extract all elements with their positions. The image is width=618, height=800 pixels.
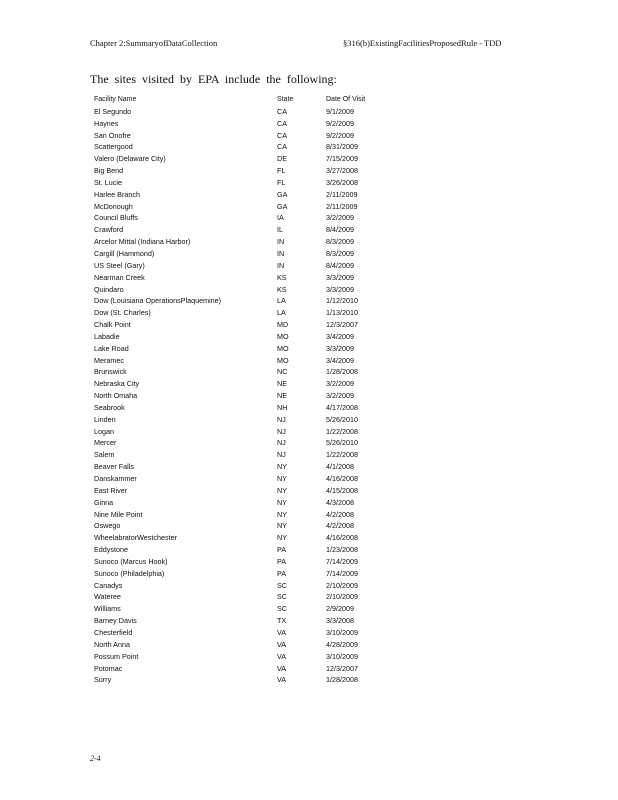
table-row xyxy=(94,141,394,153)
date-cell: 8/3/2009 xyxy=(326,237,354,247)
state-cell: MD xyxy=(277,320,289,330)
table-row xyxy=(94,615,394,627)
facility-cell: Nine Mile Point xyxy=(94,509,143,519)
date-cell: 5/26/2010 xyxy=(326,438,358,448)
state-cell: FL xyxy=(277,166,286,176)
state-cell: CA xyxy=(277,130,287,140)
state-cell: NH xyxy=(277,402,288,412)
facility-cell: Quindaro xyxy=(94,284,124,294)
state-cell: NJ xyxy=(277,450,286,460)
column-header-facility: Facility Name xyxy=(94,96,137,103)
facility-cell: Nebraska City xyxy=(94,379,140,389)
facility-cell: North Omaha xyxy=(94,391,138,401)
state-cell: NE xyxy=(277,391,287,401)
table-row xyxy=(94,390,394,402)
table-row xyxy=(94,485,394,497)
state-cell: KS xyxy=(277,272,287,282)
facility-cell: Scattergood xyxy=(94,142,133,152)
state-cell: VA xyxy=(277,639,287,649)
facility-cell: Eddystone xyxy=(94,545,128,555)
date-cell: 12/3/2007 xyxy=(326,320,358,330)
facility-cell: Sunoco (Philadelphia) xyxy=(94,568,165,578)
table-row xyxy=(94,284,394,296)
state-cell: VA xyxy=(277,627,287,637)
date-cell: 1/28/2008 xyxy=(326,675,358,685)
facility-cell: Meramec xyxy=(94,355,124,365)
sites-table xyxy=(94,94,394,686)
date-cell: 4/3/2008 xyxy=(326,497,354,507)
table-row xyxy=(94,248,394,260)
facility-cell: San Onofre xyxy=(94,130,131,140)
state-cell: NY xyxy=(277,497,287,507)
table-row xyxy=(94,651,394,663)
facility-cell: Dow (St. Charles) xyxy=(94,308,151,318)
facility-cell: Barney Davis xyxy=(94,616,137,626)
date-cell: 9/1/2009 xyxy=(326,106,354,116)
date-cell: 4/16/2008 xyxy=(326,474,358,483)
date-cell: 3/3/2009 xyxy=(326,284,354,294)
facility-cell: North Anna xyxy=(94,639,130,649)
state-cell: NE xyxy=(277,379,287,389)
state-cell: NC xyxy=(277,367,288,377)
state-cell: IN xyxy=(277,248,285,258)
state-cell: PA xyxy=(277,568,287,578)
date-cell: 3/2/2009 xyxy=(326,391,354,401)
facility-cell: Lake Road xyxy=(94,343,129,353)
table-body xyxy=(94,106,394,686)
state-cell: LA xyxy=(277,308,286,318)
date-cell: 12/3/2007 xyxy=(326,663,358,673)
date-cell: 1/12/2010 xyxy=(326,296,358,306)
state-cell: DE xyxy=(277,154,287,164)
facility-cell: Cargill (Hammond) xyxy=(94,248,155,258)
facility-cell: Danskammer xyxy=(94,474,137,483)
table-row xyxy=(94,307,394,319)
state-cell: LA xyxy=(277,296,286,306)
facility-cell: East River xyxy=(94,485,128,495)
table-header-row xyxy=(94,94,394,106)
table-row xyxy=(94,378,394,390)
facility-cell: Labadie xyxy=(94,331,120,341)
table-row xyxy=(94,473,394,485)
facility-cell: Nearman Creek xyxy=(94,272,145,282)
table-row xyxy=(94,674,394,686)
facility-cell: Salem xyxy=(94,450,115,460)
table-row xyxy=(94,153,394,165)
date-cell: 3/3/2009 xyxy=(326,343,354,353)
facility-cell: Seabrook xyxy=(94,402,125,412)
date-cell: 7/15/2009 xyxy=(326,154,358,164)
date-cell: 9/2/2009 xyxy=(326,118,354,128)
facility-cell: Sunoco (Marcus Hook) xyxy=(94,556,168,566)
facility-cell: Wateree xyxy=(94,592,121,602)
table-row xyxy=(94,591,394,603)
table-row xyxy=(94,532,394,544)
header-chapter: Chapter 2:SummaryofDataCollection xyxy=(90,38,218,48)
table-row xyxy=(94,224,394,236)
facility-cell: WheelabratorWestchester xyxy=(94,533,177,543)
date-cell: 4/28/2009 xyxy=(326,639,358,649)
table-row xyxy=(94,580,394,592)
table-row xyxy=(94,295,394,307)
table-row xyxy=(94,414,394,426)
facility-cell: Chalk Point xyxy=(94,320,131,330)
state-cell: SC xyxy=(277,604,287,614)
table-row xyxy=(94,189,394,201)
facility-cell: McDonough xyxy=(94,201,133,211)
date-cell: 3/2/2009 xyxy=(326,379,354,389)
date-cell: 3/26/2008 xyxy=(326,177,358,187)
state-cell: KS xyxy=(277,284,287,294)
table-row xyxy=(94,201,394,213)
intro-sentence: The sites visited by EPA include the following: xyxy=(90,72,337,86)
date-cell: 1/22/2008 xyxy=(326,426,358,436)
page-number: 2-4 xyxy=(90,754,101,763)
table-row xyxy=(94,106,394,118)
date-cell: 9/2/2009 xyxy=(326,130,354,140)
date-cell: 1/13/2010 xyxy=(326,308,358,318)
date-cell: 2/10/2009 xyxy=(326,580,358,590)
facility-cell: Crawford xyxy=(94,225,124,235)
facility-cell: Mercer xyxy=(94,438,117,448)
date-cell: 7/14/2009 xyxy=(326,556,358,566)
table-row xyxy=(94,556,394,568)
state-cell: NY xyxy=(277,462,287,472)
state-cell: SC xyxy=(277,580,287,590)
state-cell: NY xyxy=(277,521,287,531)
date-cell: 1/23/2008 xyxy=(326,545,358,555)
date-cell: 8/4/2009 xyxy=(326,260,354,270)
date-cell: 4/2/2008 xyxy=(326,521,354,531)
date-cell: 3/10/2009 xyxy=(326,651,358,661)
date-cell: 3/27/2008 xyxy=(326,166,358,176)
table-row xyxy=(94,343,394,355)
date-cell: 1/28/2008 xyxy=(326,367,358,377)
date-cell: 2/10/2009 xyxy=(326,592,358,602)
state-cell: VA xyxy=(277,651,287,661)
date-cell: 8/31/2009 xyxy=(326,142,358,152)
state-cell: VA xyxy=(277,663,287,673)
date-cell: 2/9/2009 xyxy=(326,604,354,614)
table-row xyxy=(94,355,394,367)
facility-cell: Arcelor Mittal (Indiana Harbor) xyxy=(94,237,191,247)
state-cell: SC xyxy=(277,592,287,602)
state-cell: CA xyxy=(277,106,287,116)
facility-cell: Linden xyxy=(94,414,116,424)
header-rule-title: §316(b)ExistingFacilitiesProposedRule - TDD xyxy=(343,38,502,48)
state-cell: NY xyxy=(277,485,287,495)
date-cell: 3/3/2009 xyxy=(326,272,354,282)
state-cell: PA xyxy=(277,545,287,555)
state-cell: PA xyxy=(277,556,287,566)
state-cell: MO xyxy=(277,331,289,341)
facility-cell: Dow (Louisiana OperationsPlaquemine) xyxy=(94,296,222,306)
facility-cell: Canadys xyxy=(94,580,123,590)
date-cell: 3/4/2009 xyxy=(326,331,354,341)
table-row xyxy=(94,236,394,248)
table-row xyxy=(94,461,394,473)
state-cell: TX xyxy=(277,616,287,626)
table-row xyxy=(94,130,394,142)
column-header-date: Date Of Visit xyxy=(326,96,366,103)
facility-cell: Ginna xyxy=(94,497,114,507)
facility-cell: Surry xyxy=(94,675,112,685)
date-cell: 2/11/2009 xyxy=(326,189,358,199)
date-cell: 7/14/2009 xyxy=(326,568,358,578)
table-row xyxy=(94,497,394,509)
table-row xyxy=(94,177,394,189)
date-cell: 3/3/2008 xyxy=(326,616,354,626)
facility-cell: US Steel (Gary) xyxy=(94,260,145,270)
facility-cell: Valero (Delaware City) xyxy=(94,154,166,164)
table-row xyxy=(94,272,394,284)
state-cell: VA xyxy=(277,675,287,685)
date-cell: 8/4/2009 xyxy=(326,225,354,235)
facility-cell: Council Bluffs xyxy=(94,213,138,223)
facility-cell: Haynes xyxy=(94,118,119,128)
table-row xyxy=(94,544,394,556)
facility-cell: Potomac xyxy=(94,663,123,673)
state-cell: NY xyxy=(277,509,287,519)
facility-cell: St. Lucie xyxy=(94,177,122,187)
table-row xyxy=(94,366,394,378)
table-row xyxy=(94,165,394,177)
table-row xyxy=(94,603,394,615)
facility-cell: Possum Point xyxy=(94,651,139,661)
state-cell: FL xyxy=(277,177,286,187)
state-cell: GA xyxy=(277,201,288,211)
table-row xyxy=(94,437,394,449)
date-cell: 3/4/2009 xyxy=(326,355,354,365)
state-cell: NJ xyxy=(277,414,286,424)
table-row xyxy=(94,426,394,438)
table-row xyxy=(94,520,394,532)
table-row xyxy=(94,663,394,675)
facility-cell: Beaver Falls xyxy=(94,462,134,472)
state-cell: IN xyxy=(277,260,285,270)
table-row xyxy=(94,118,394,130)
date-cell: 8/3/2009 xyxy=(326,248,354,258)
state-cell: NJ xyxy=(277,438,286,448)
date-cell: 5/26/2010 xyxy=(326,414,358,424)
date-cell: 3/10/2009 xyxy=(326,627,358,637)
facility-cell: Williams xyxy=(94,604,121,614)
facility-cell: Oswego xyxy=(94,521,121,531)
table-row xyxy=(94,260,394,272)
table-row xyxy=(94,212,394,224)
facility-cell: Big Bend xyxy=(94,166,124,176)
table-row xyxy=(94,331,394,343)
facility-cell: Brunswick xyxy=(94,367,127,377)
state-cell: IN xyxy=(277,237,285,247)
date-cell: 4/17/2008 xyxy=(326,402,358,412)
date-cell: 3/2/2009 xyxy=(326,213,354,223)
state-cell: CA xyxy=(277,118,287,128)
state-cell: CA xyxy=(277,142,287,152)
table-row xyxy=(94,319,394,331)
date-cell: 4/16/2008 xyxy=(326,533,358,543)
table-row xyxy=(94,449,394,461)
table-row xyxy=(94,568,394,580)
state-cell: IA xyxy=(277,213,284,223)
state-cell: MO xyxy=(277,355,289,365)
column-header-state: State xyxy=(277,96,294,103)
table-row xyxy=(94,627,394,639)
state-cell: NY xyxy=(277,533,287,543)
date-cell: 4/2/2008 xyxy=(326,509,354,519)
facility-cell: El Segundo xyxy=(94,106,132,116)
state-cell: IL xyxy=(277,225,283,235)
state-cell: GA xyxy=(277,189,288,199)
table-row xyxy=(94,402,394,414)
date-cell: 1/22/2008 xyxy=(326,450,358,460)
state-cell: MO xyxy=(277,343,289,353)
table-row xyxy=(94,639,394,651)
table-row xyxy=(94,509,394,521)
date-cell: 2/11/2009 xyxy=(326,201,358,211)
facility-cell: Logan xyxy=(94,426,114,436)
date-cell: 4/15/2008 xyxy=(326,485,358,495)
state-cell: NY xyxy=(277,474,287,483)
facility-cell: Harlee Branch xyxy=(94,189,140,199)
facility-cell: Chesterfield xyxy=(94,627,133,637)
state-cell: NJ xyxy=(277,426,286,436)
date-cell: 4/1/2008 xyxy=(326,462,354,472)
